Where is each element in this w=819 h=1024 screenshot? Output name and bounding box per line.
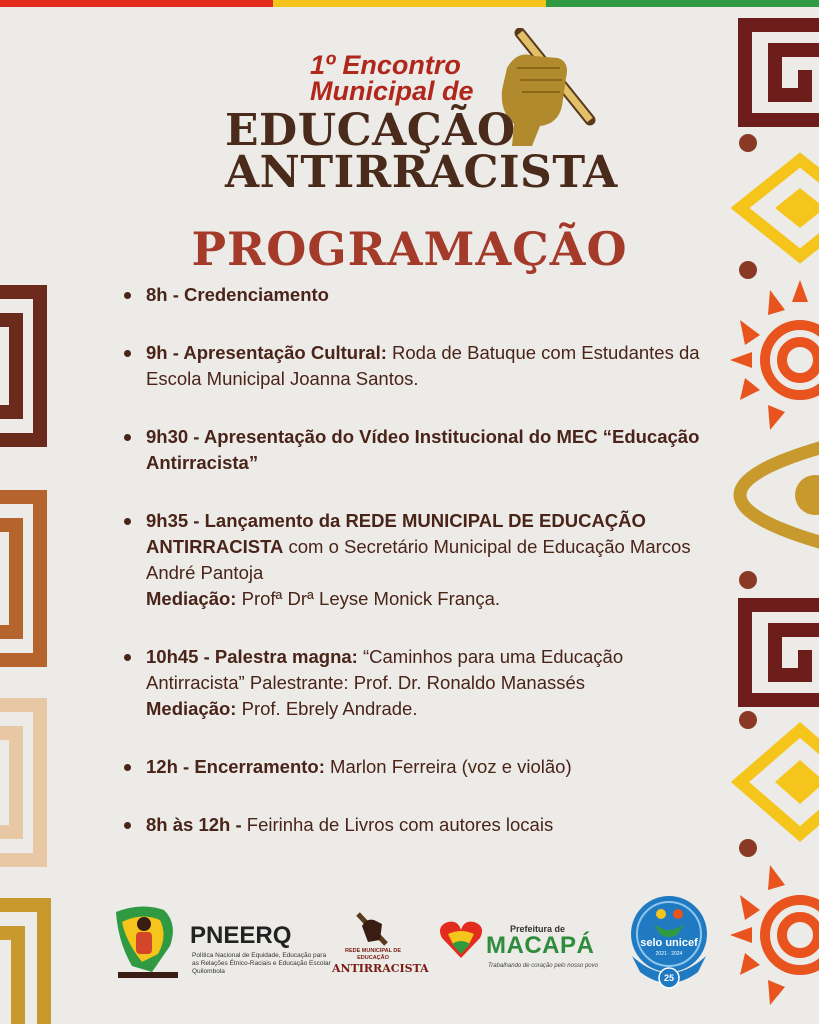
agenda-mediation: Prof. Ebrely Andrade. [236,698,418,719]
pneerq-logo-icon [112,902,184,980]
event-title-top [310,52,474,104]
sponsor-logos [0,890,819,1000]
agenda-mediation-label: Mediação: [146,588,237,609]
title-line-1: 1º Encontro [310,50,461,80]
title-line-2: Municipal de [310,76,474,106]
title-line-3: EDUCAÇÃO [225,105,516,156]
section-title: PROGRAMAÇÃO [191,222,628,276]
agenda-desc: com o Secretário Municipal de Educação Marcos André Pantoja [146,536,691,583]
agenda-time: 8h às 12h - [146,814,242,835]
agenda-list [124,282,724,838]
pneerq-logo: PNEERQ [190,922,292,949]
agenda-time: 9h - Apresentação Cultural: [146,342,387,363]
rede-logo-icon [352,910,392,950]
agenda-desc: “Caminhos para uma Educação Antirracista” Palestrante: Prof. Dr. Ronaldo Manassés [146,646,624,693]
agenda-mediation-label: Mediação: [146,698,237,719]
agenda-desc: Roda de Batuque com Estudantes da Escola Municipal Joanna Santos. [146,342,700,389]
agenda-item [124,508,724,612]
agenda-item [124,754,724,780]
agenda-item [124,282,724,308]
pneerq-subtitle: Política Nacional de Equidade, Educação para as Relações Étnico-Raciais e Educação Escolar Quilombola [192,952,331,975]
prefeitura-city: MACAPÁ [486,932,595,959]
event-title-main [225,105,618,198]
prefeitura-slogan: Trabalhando de coração pelo nosso povo [488,963,598,969]
agenda-item [124,644,724,722]
agenda-time: 9h30 - Apresentação do Vídeo Institucional do MEC “Educação Antirracista” [146,426,700,473]
agenda-item [124,812,724,838]
agenda-mediation: Profª Drª Leyse Monick França. [236,588,500,609]
agenda-item [124,340,724,392]
unicef-seal-label: selo unicef [640,937,698,949]
rede-logo-top: REDE MUNICIPAL DE EDUCAÇÃO [344,948,402,961]
title-line-4: ANTIRRACISTA [225,147,618,198]
agenda-time: 8h - Credenciamento [146,284,329,305]
prefeitura-label: Prefeitura de [510,924,566,934]
unicef-seal-years: 2021 · 2024 [655,951,683,957]
heart-icon [438,920,484,960]
event-header [200,40,620,200]
agenda-desc: Marlon Ferreira (voz e violão) [324,756,572,777]
agenda-time: 12h - Encerramento: [146,756,325,777]
agenda-time: 9h35 - Lançamento da REDE MUNICIPAL DE EDUCAÇÃO ANTIRRACISTA [146,510,646,557]
unicef-seal-badge: 25 [663,973,674,983]
agenda-item [124,424,724,476]
rede-logo-bottom: ANTIRRACISTA [332,962,429,975]
agenda-time: 10h45 - Palestra magna: [146,646,358,667]
agenda-desc: Feirinha de Livros com autores locais [241,814,554,835]
